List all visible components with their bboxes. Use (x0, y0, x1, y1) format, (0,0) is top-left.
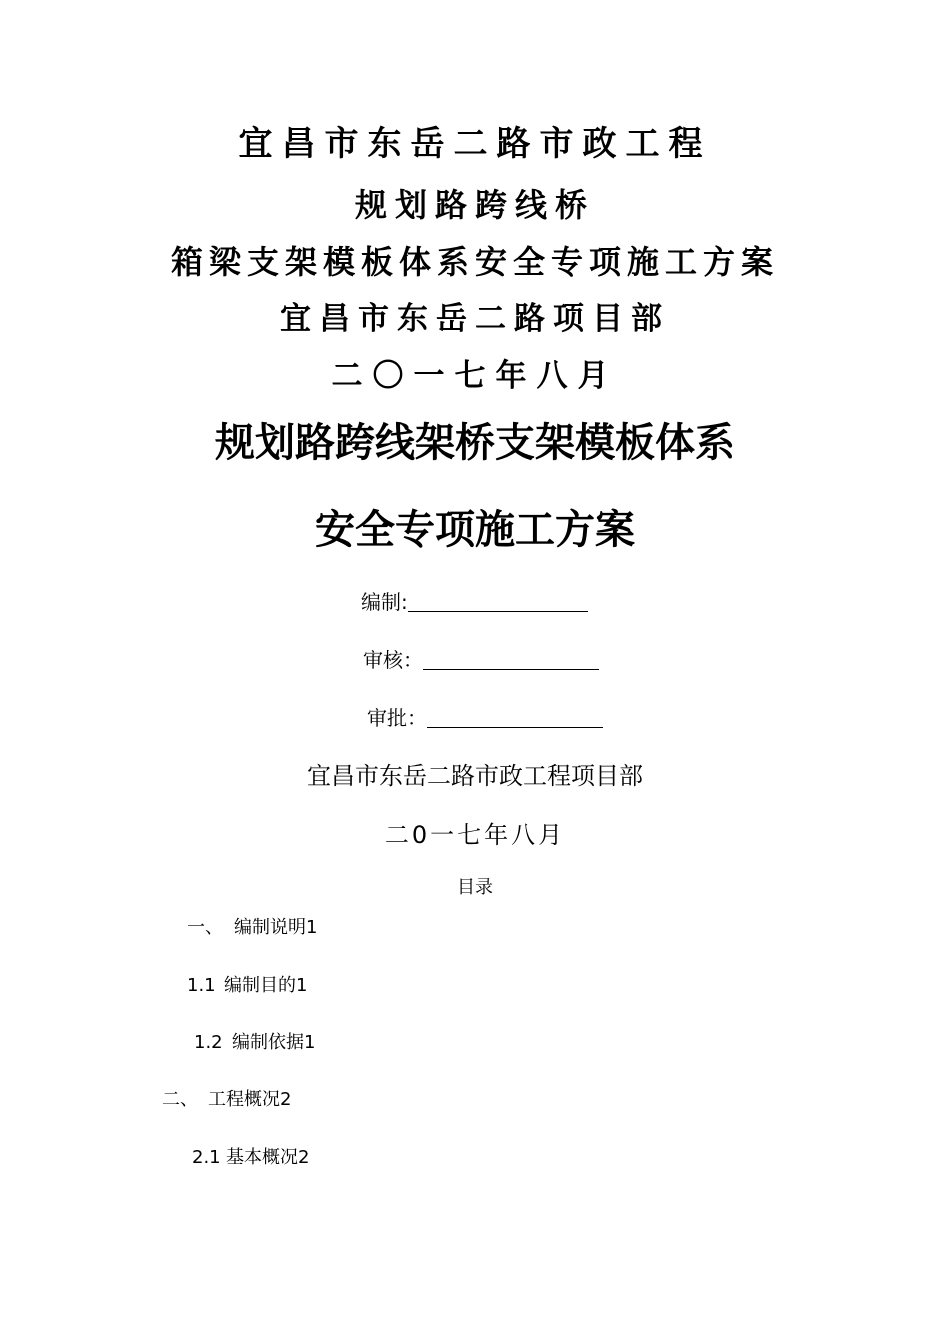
toc-item-number: 2.1 (192, 1147, 221, 1168)
toc-item[interactable] (192, 1149, 309, 1167)
approved-by-blank (427, 709, 603, 728)
document-title-line-2: 安全专项施工方案 (315, 507, 635, 553)
compiled-by-blank (408, 593, 588, 612)
reviewed-by-blank (423, 651, 599, 670)
toc-title: 目录 (457, 877, 493, 898)
cover-plan-title: 箱梁支架模板体系安全专项施工方案 (170, 243, 779, 281)
document-title-line-1: 规划路跨线架桥支架模板体系 (215, 420, 735, 466)
toc-item[interactable] (187, 919, 317, 937)
cover-date: 二〇一七年八月 (331, 358, 619, 394)
document-date: 二0一七年八月 (384, 821, 566, 849)
toc-item-number: 二、 (162, 1089, 198, 1110)
reviewed-by-label: 审核： (363, 648, 423, 672)
compiled-by-label: 编制: (361, 590, 408, 614)
approved-by-line (367, 708, 603, 728)
cover-department: 宜昌市东岳二路项目部 (280, 301, 670, 337)
toc-item-text: 工程概况2 (208, 1089, 292, 1110)
toc-item-text: 编制依据1 (232, 1032, 316, 1053)
toc-item-text: 编制说明1 (234, 917, 318, 938)
toc-item[interactable] (194, 1034, 315, 1052)
approved-by-label: 审批： (367, 706, 427, 730)
toc-item[interactable] (162, 1091, 291, 1109)
toc-item-text: 基本概况2 (226, 1147, 310, 1168)
organization-name: 宜昌市东岳二路市政工程项目部 (307, 762, 643, 790)
toc-item-number: 1.1 (187, 975, 216, 996)
toc-item-number: 1.2 (194, 1032, 223, 1053)
reviewed-by-line (363, 650, 599, 670)
compiled-by-line (361, 592, 588, 612)
cover-bridge-name: 规划路跨线桥 (354, 186, 595, 224)
toc-item-text: 编制目的1 (224, 975, 308, 996)
toc-item-number: 一、 (187, 917, 223, 938)
toc-item[interactable] (187, 977, 307, 995)
cover-project-name: 宜昌市东岳二路市政工程 (238, 124, 712, 164)
